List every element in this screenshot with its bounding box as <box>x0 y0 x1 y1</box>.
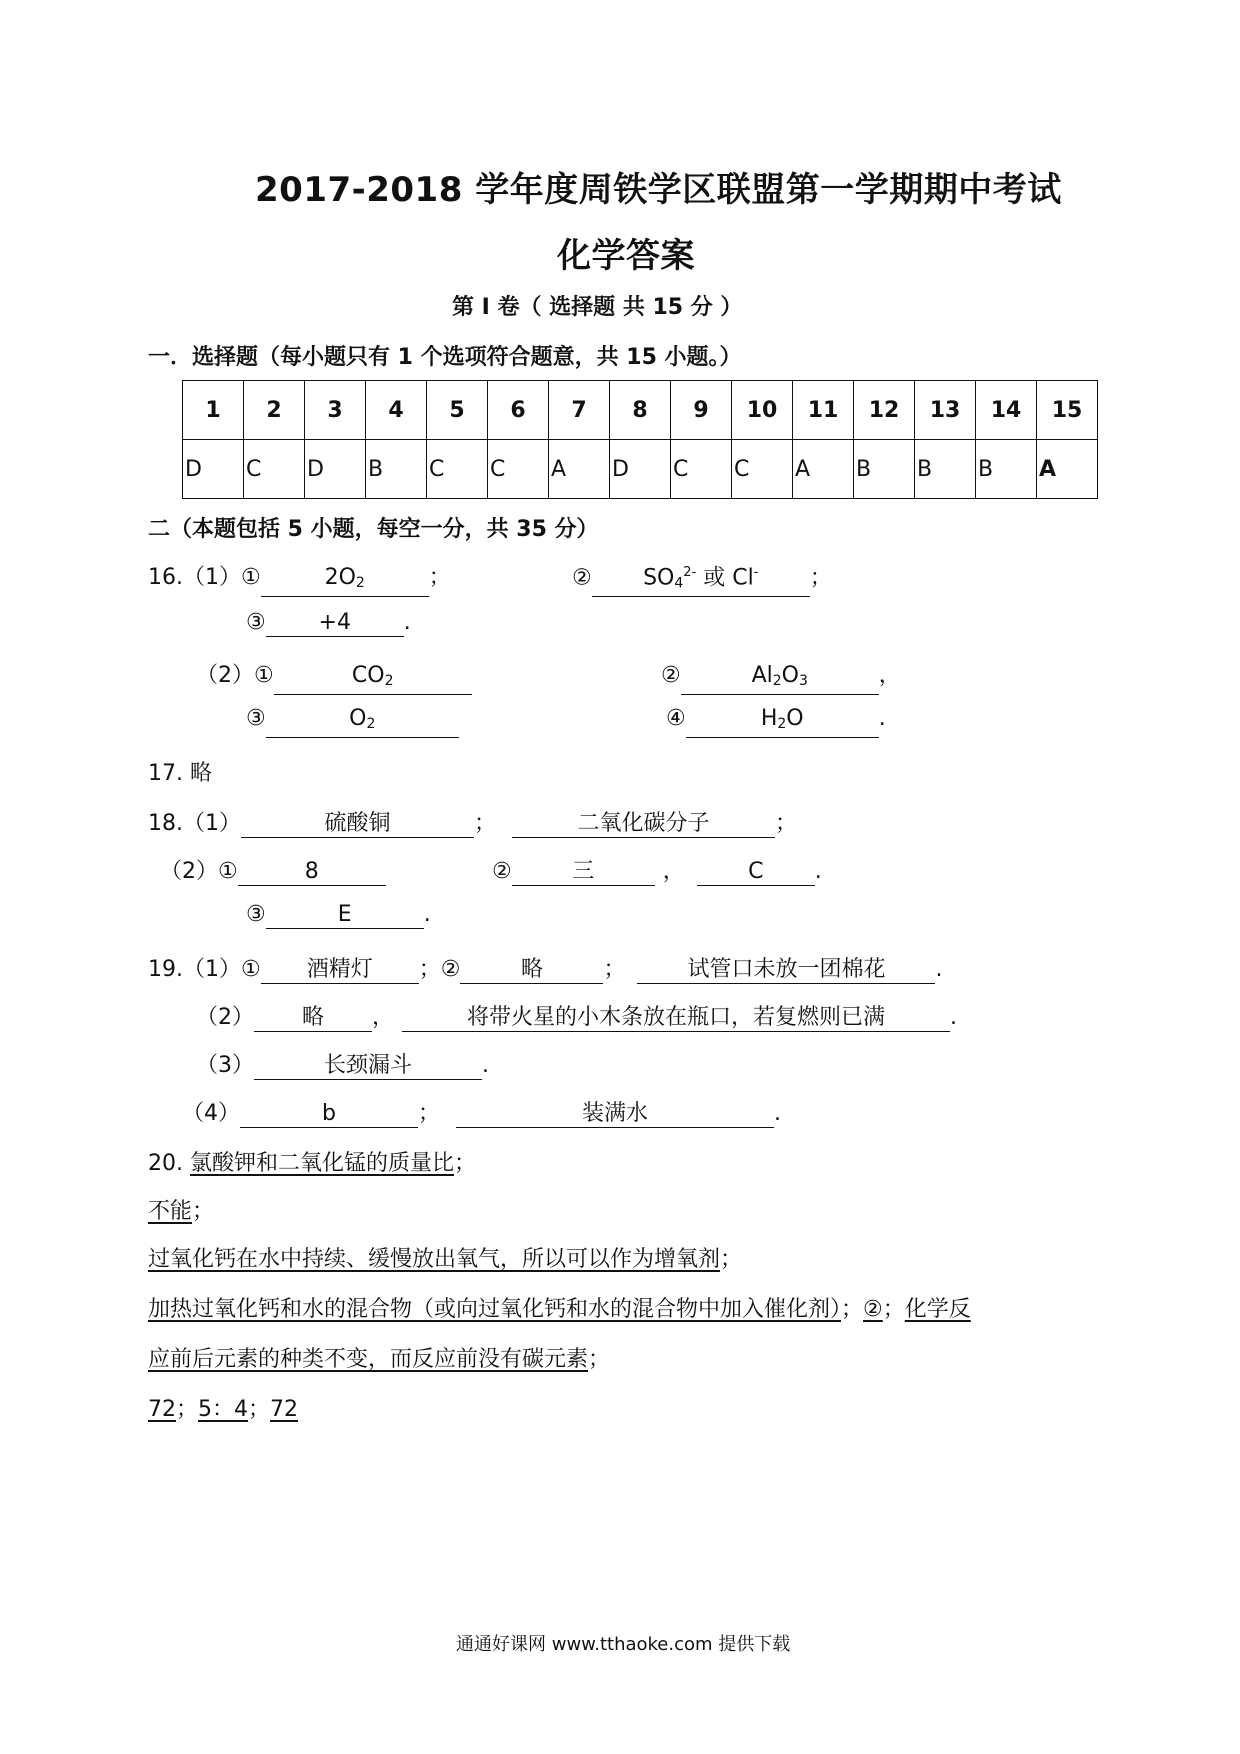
table-cell: 2 <box>244 381 305 440</box>
q16-answer-b2: $Al_2O_3$ <box>681 663 879 695</box>
q16-line3 <box>196 658 472 695</box>
q19-part4-label: （4） <box>182 1101 240 1126</box>
table-cell: C <box>244 440 305 499</box>
q20-answer-6: 化学反 <box>904 1297 971 1322</box>
table-cell: 7 <box>549 381 610 440</box>
table-cell: 13 <box>915 381 976 440</box>
table-cell: B <box>915 440 976 499</box>
q16-answer-b1: $CO_2$ <box>274 663 472 695</box>
separator: ； <box>775 811 798 836</box>
table-cell: 11 <box>793 381 854 440</box>
q16-label: 16.（1）① <box>148 565 261 590</box>
circled-number: ③ <box>246 610 266 635</box>
table-cell: B <box>854 440 915 499</box>
q19-part2-label: （2） <box>196 1005 254 1030</box>
separator: . <box>423 902 431 927</box>
document-title: 2017-2018 学年度周铁学区联盟第一学期期中考试 <box>255 170 1062 210</box>
q16-line3b <box>661 658 901 695</box>
q20-answer-4: 加热过氧化钙和水的混合物（或向过氧化钙和水的混合物中加入催化剂） <box>148 1297 842 1322</box>
q20-line6 <box>148 1392 298 1423</box>
q19-line1 <box>148 952 942 984</box>
q19-answer-d1: b <box>240 1101 418 1128</box>
table-cell: 1 <box>183 381 244 440</box>
separator: ； <box>192 1199 215 1224</box>
q16-line4b <box>666 706 886 738</box>
circled-number: ② <box>492 859 512 884</box>
section2-heading: 二（本题包括 5 小题，每空一分，共 35 分） <box>148 517 599 542</box>
table-cell: B <box>976 440 1037 499</box>
table-cell: 10 <box>732 381 793 440</box>
q18-part2-label: （2）① <box>160 859 238 884</box>
table-cell: C <box>671 440 732 499</box>
separator: ； <box>474 811 497 836</box>
q16-answer-2: $SO_4^{2-}$ 或 Cl- <box>592 560 810 597</box>
table-cell: A <box>793 440 854 499</box>
table-cell: 8 <box>610 381 671 440</box>
circled-number: ④ <box>666 706 686 731</box>
circled-number: ② <box>572 565 592 591</box>
q19-line3 <box>196 1048 489 1080</box>
separator: . <box>950 1005 958 1030</box>
q20-answer-1: 氯酸钾和二氧化锰的质量比 <box>190 1151 455 1176</box>
q19-answer-1: 酒精灯 <box>261 957 419 984</box>
table-cell: B <box>366 440 427 499</box>
table-cell: 15 <box>1037 381 1098 440</box>
q20-answer-2: 不能 <box>148 1199 193 1224</box>
q20-answer-9: 72 <box>270 1397 299 1422</box>
q20-answer-7: 72 <box>148 1397 176 1422</box>
q20-answer-6-cont: 应前后元素的种类不变，而反应前没有碳元素 <box>148 1347 589 1372</box>
table-cell: 4 <box>366 381 427 440</box>
q16-line1 <box>148 560 451 597</box>
separator: ； <box>882 1297 905 1322</box>
q20-line5 <box>148 1342 610 1373</box>
q16-answer-1: $2O_2$ <box>261 565 429 597</box>
separator: ， <box>372 1005 395 1030</box>
separator: ； <box>248 1397 271 1422</box>
q20-label: 20. <box>148 1151 183 1176</box>
q20-answer-8: 5：4 <box>198 1397 249 1422</box>
separator: . <box>482 1053 489 1078</box>
q19-answer-b2: 将带火星的小木条放在瓶口，若复燃则已满 <box>402 1005 950 1032</box>
separator: ； <box>809 565 832 591</box>
table-cell: 9 <box>671 381 732 440</box>
q17-answer: 略 <box>190 761 213 786</box>
q16-answer-b4: $H_2O$ <box>686 706 879 738</box>
separator: ； <box>176 1397 199 1422</box>
q18-line3 <box>246 902 431 929</box>
q19-label: 19.（1）① <box>148 957 261 982</box>
separator: ； <box>428 565 451 590</box>
separator: ； <box>603 957 626 982</box>
q19-answer-c1: 长颈漏斗 <box>254 1053 482 1080</box>
table-row-answers <box>183 440 1098 499</box>
q16-answer-3: +4 <box>266 610 404 637</box>
q18-line2 <box>160 854 386 886</box>
table-cell: C <box>732 440 793 499</box>
page-footer: 通通好课网 www.tthaoke.com 提供下载 <box>456 1634 791 1655</box>
document-subtitle: 化学答案 <box>557 236 695 276</box>
q18-answer-b4: E <box>266 902 424 929</box>
q16-line1b <box>572 560 832 597</box>
table-cell: 14 <box>976 381 1037 440</box>
q18-label: 18.（1） <box>148 811 241 836</box>
table-cell: A <box>1037 440 1098 499</box>
separator: ， <box>878 663 901 688</box>
q19-part3-label: （3） <box>196 1053 254 1078</box>
table-cell: 5 <box>427 381 488 440</box>
separator: . <box>878 706 886 731</box>
separator: . <box>814 859 822 884</box>
q18-answer-b3: C <box>697 859 815 886</box>
table-cell: C <box>427 440 488 499</box>
q17-label: 17. <box>148 761 183 786</box>
separator: ；② <box>418 957 461 982</box>
q18-answer-1: 硫酸铜 <box>241 811 474 838</box>
q19-answer-3: 试管口未放一团棉花 <box>637 957 935 984</box>
q20-answer-5: ② <box>863 1297 883 1322</box>
q20-line1 <box>148 1146 476 1177</box>
table-cell: C <box>488 440 549 499</box>
answer-table <box>182 380 1098 499</box>
separator: ； <box>588 1347 611 1372</box>
table-cell: 3 <box>305 381 366 440</box>
q20-answer-3: 过氧化钙在水中持续、缓慢放出氧气，所以可以作为增氧剂 <box>148 1247 721 1272</box>
circled-number: ③ <box>246 706 266 731</box>
q18-answer-b1: 8 <box>238 859 386 886</box>
table-cell: A <box>549 440 610 499</box>
separator: ； <box>841 1297 864 1322</box>
q18-answer-b2: 三 <box>512 859 655 886</box>
q19-line2 <box>196 1000 957 1032</box>
separator: ； <box>418 1101 441 1126</box>
q18-line2b <box>492 854 822 886</box>
q19-line4 <box>182 1096 781 1128</box>
q19-answer-2: 略 <box>460 957 603 984</box>
separator: . <box>935 957 943 982</box>
q18-line1 <box>148 806 797 838</box>
q19-answer-b1: 略 <box>254 1005 372 1032</box>
separator: . <box>403 610 411 635</box>
circled-number: ③ <box>246 902 266 927</box>
table-cell: D <box>610 440 671 499</box>
q16-line2 <box>246 610 411 637</box>
separator: ， <box>662 859 685 884</box>
q20-line4 <box>148 1292 971 1323</box>
table-cell: D <box>183 440 244 499</box>
part1-heading: 第 I 卷（ 选择题 共 15 分 ） <box>452 295 743 320</box>
separator: ； <box>720 1247 743 1272</box>
q16-part2-label: （2）① <box>196 663 274 688</box>
q20-line2 <box>148 1194 214 1225</box>
q19-answer-d2: 装满水 <box>456 1101 774 1128</box>
table-cell: 6 <box>488 381 549 440</box>
circled-number: ② <box>661 663 681 688</box>
section1-heading: 一．选择题（每小题只有 1 个选项符合题意，共 15 小题。） <box>148 345 742 370</box>
q17-line <box>148 756 212 787</box>
q18-answer-2: 二氧化碳分子 <box>512 811 775 838</box>
table-cell: D <box>305 440 366 499</box>
separator: . <box>774 1101 782 1126</box>
table-cell: 12 <box>854 381 915 440</box>
q20-line3 <box>148 1242 742 1273</box>
table-row-numbers <box>183 381 1098 440</box>
q16-line4 <box>246 706 459 738</box>
q16-answer-b3: $O_2$ <box>266 706 459 738</box>
separator: ； <box>454 1151 477 1176</box>
